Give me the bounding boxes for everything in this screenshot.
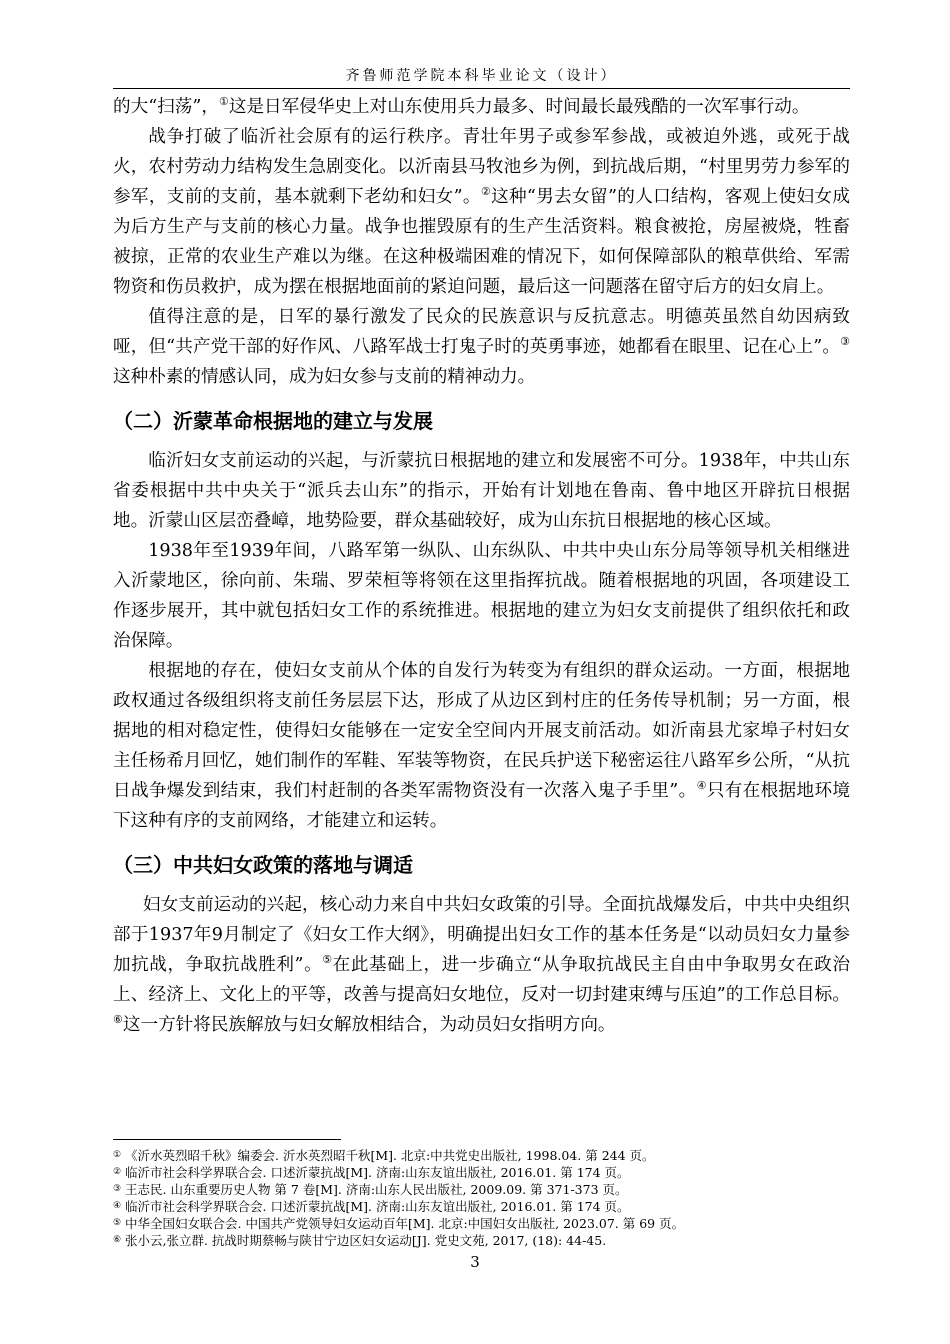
paragraph-text: 只有在根据地环境下这种有序的支前网络，才能建立和运转。	[113, 781, 850, 831]
footnote-mark: ①	[113, 1150, 122, 1160]
footnote-ref-1[interactable]: ①	[218, 95, 229, 108]
paragraph-text: 妇女支前运动的兴起，核心动力来自中共妇女政策的引导。全面抗战爆发后，中共中央组织部于1937年9月制定了《妇女工作大纲》，明确提出妇女工作的基本任务是“以动员妇女力量参加抗战，争取抗战胜利”。	[113, 895, 850, 975]
section-heading-2: （二）沂蒙革命根据地的建立与发展	[113, 409, 433, 433]
footnote-text: 张小云,张立群. 抗战时期蔡畅与陕甘宁边区妇女运动[J]. 党史文苑, 2017, (18): 44-45.	[125, 1233, 607, 1248]
body-text	[113, 92, 850, 1040]
paragraph-text: 这是日军侵华史上对山东使用兵力最多、时间最长最残酷的一次军事行动。	[228, 97, 810, 117]
footnote	[113, 1232, 850, 1249]
footnote-mark: ②	[113, 1167, 122, 1177]
footnote-text: 中华全国妇女联合会. 中国共产党领导妇女运动百年[M]. 北京:中国妇女出版社, 2023.07. 第 69 页。	[125, 1216, 685, 1231]
paragraph-text: 战争打破了临沂社会原有的运行秩序。青壮年男子或参军参战，或被迫外逃，或死于战火，农村劳动力结构发生急剧变化。以沂南县马牧池乡为例，到抗战后期，“村里男劳力参军的参军，支前的支前，基本就剩下老幼和妇女”。	[113, 127, 850, 207]
footnote-text: 《沂水英烈昭千秋》编委会. 沂水英烈昭千秋[M]. 北京:中共党史出版社, 1998.04. 第 244 页。	[125, 1148, 655, 1163]
paragraph-7	[113, 890, 850, 1040]
paragraph-3	[113, 302, 850, 392]
footnote-separator	[113, 1139, 341, 1140]
footnote-mark: ⑤	[113, 1218, 122, 1228]
footnote-ref-4[interactable]: ④	[696, 779, 707, 792]
paragraph-1	[113, 92, 850, 122]
running-header: 齐鲁师范学院本科毕业论文（设计）	[345, 68, 618, 84]
footnote-text: 临沂市社会科学界联合会. 口述沂蒙抗战[M]. 济南:山东友谊出版社, 2016.01. 第 174 页。	[125, 1165, 630, 1180]
footnote-mark: ④	[113, 1201, 122, 1211]
paragraph-4: 临沂妇女支前运动的兴起，与沂蒙抗日根据地的建立和发展密不可分。1938年，中共山东省委根据中共中央关于“派兵去山东”的指示，开始有计划地在鲁南、鲁中地区开辟抗日根据地。沂蒙山区层峦叠嶂，地势险要，群众基础较好，成为山东抗日根据地的核心区域。	[113, 451, 850, 531]
footnote	[113, 1215, 850, 1232]
paragraph-text: 这种“男去女留”的人口结构，客观上使妇女成为后方生产与支前的核心力量。战争也摧毁原有的生产生活资料。粮食被抢，房屋被烧，牲畜被掠，正常的农业生产难以为继。在这种极端困难的情况下，如何保障部队的粮草供给、军需物资和伤员救护，成为摆在根据地面前的紧迫问题，最后这一问题落在留守后方的妇女肩上。	[113, 187, 850, 297]
paragraph-text: 根据地的存在，使妇女支前从个体的自发行为转变为有组织的群众运动。一方面，根据地政权通过各级组织将支前任务层层下达，形成了从边区到村庄的任务传导机制；另一方面，根据地的相对稳定性，使得妇女能够在一定安全空间内开展支前活动。如沂南县尤家埠子村妇女主任杨希月回忆，她们制作的军鞋、军装等物资，在民兵护送下秘密运往八路军乡公所，“从抗日战争爆发到结束，我们村赶制的各类军需物资没有一次落入鬼子手里”。	[113, 661, 850, 801]
footnote	[113, 1147, 850, 1164]
footnote	[113, 1198, 850, 1215]
footnote-ref-5[interactable]: ⑤	[322, 953, 333, 966]
paragraph-5: 1938年至1939年间，八路军第一纵队、山东纵队、中共中央山东分局等领导机关相继进入沂蒙地区，徐向前、朱瑞、罗荣桓等将领在这里指挥抗战。随着根据地的巩固，各项建设工作逐步展开，其中就包括妇女工作的系统推进。根据地的建立为妇女支前提供了组织依托和政治保障。	[113, 541, 850, 651]
footnote-mark: ⑥	[113, 1235, 122, 1245]
paragraph-text: 在此基础上，进一步确立“从争取抗战民主自由中争取男女在政治上、经济上、文化上的平等，改善与提高妇女地位，反对一切封建束缚与压迫”的工作总目标。	[113, 955, 850, 1005]
paragraph-text: 值得注意的是，日军的暴行激发了民众的民族意识与反抗意志。明德英虽然自幼因病致哑，但“共产党干部的好作风、八路军战士打鬼子时的英勇事迹，她都看在眼里、记在心上”。	[113, 307, 850, 357]
footnote	[113, 1181, 850, 1198]
footnote	[113, 1164, 850, 1181]
section-heading-3: （三）中共妇女政策的落地与调适	[113, 853, 413, 877]
footnote-ref-6[interactable]: ⑥	[113, 1013, 123, 1026]
footnote-text: 临沂市社会科学界联合会. 口述沂蒙抗战[M]. 济南:山东友谊出版社, 2016.01. 第 174 页。	[125, 1199, 630, 1214]
footnote-mark: ③	[113, 1184, 122, 1194]
page-number: 3	[470, 1253, 480, 1271]
footnotes	[113, 1147, 850, 1249]
paragraph-text: 的大“扫荡”，	[113, 97, 219, 117]
footnote-text: 王志民. 山东重要历史人物 第 7 卷[M]. 济南:山东人民出版社, 2009.09. 第 371-373 页。	[125, 1182, 628, 1197]
paragraph-2	[113, 122, 850, 302]
footnote-ref-2[interactable]: ②	[480, 185, 492, 198]
footnote-ref-3[interactable]: ③	[840, 335, 850, 348]
paragraph-6	[113, 656, 850, 836]
paragraph-text: 这一方针将民族解放与妇女解放相结合，为动员妇女指明方向。	[122, 1015, 616, 1035]
paragraph-text: 这种朴素的情感认同，成为妇女参与支前的精神动力。	[113, 367, 536, 387]
header-rule	[113, 88, 850, 89]
